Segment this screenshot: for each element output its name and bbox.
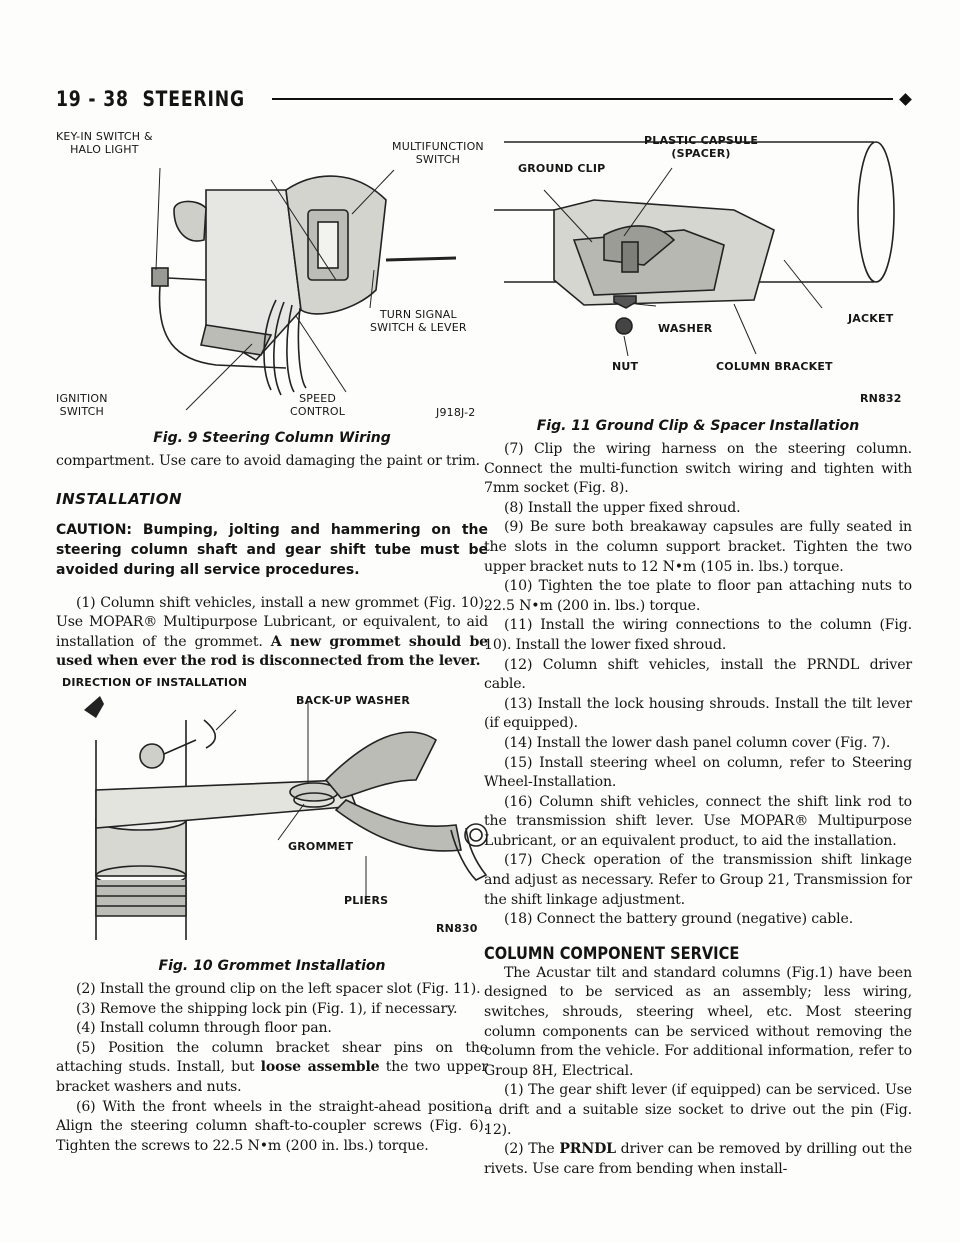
label-ground-clip: GROUND CLIP (518, 162, 606, 175)
figure-9-caption: Fig. 9 Steering Column Wiring (153, 430, 391, 446)
figure-11 (484, 130, 912, 410)
heading-column-component-service: COLUMN COMPONENT SERVICE (484, 943, 740, 964)
figure-11-caption: Fig. 11 Ground Clip & Spacer Installation (536, 418, 860, 434)
paragraph: The Acustar tilt and standard columns (Fig.1) have been designed to be serviced as an assembly; less wiring, switches, shrouds, steering wheel, etc. Most steering column components can be serviced without removing the column from the vehicle. For additional information, refer to Group 8H, Electrical. (484, 964, 912, 1079)
step-17: (17) Check operation of the transmission shift linkage and adjust as necessary. Refer to Group 21, Transmission for the shift linkage adjustment. (484, 852, 912, 908)
step-4: (4) Install column through floor pan. (76, 1020, 332, 1037)
steering-column-wiring-drawing (56, 130, 488, 422)
label-plastic-capsule: PLASTIC CAPSULE (SPACER) (644, 134, 759, 160)
step-2: (2) Install the ground clip on the left spacer slot (Fig. 11). (76, 980, 481, 997)
step-1: (1) Column shift vehicles, install a new grommet (Fig. 10). Use MOPAR® Multipurpose Lubricant, or equivalent, to aid installation of the grommet. A new grommet should be used when ever the rod is disconnected from the lever. (56, 594, 488, 670)
figure-10 (56, 675, 488, 950)
step-12: (12) Column shift vehicles, install the PRNDL driver cable. (484, 656, 912, 693)
label-pliers: PLIERS (344, 893, 389, 907)
label-multifunction-switch: MULTIFUNCTION SWITCH (392, 140, 484, 166)
right-column (484, 130, 912, 1179)
step-16: (16) Column shift vehicles, connect the shift link rod to the transmission shift lever. Use MOPAR® Multipurpose Lubricant, or an equivalent product, to aid the installation. (484, 793, 912, 849)
label-ignition-switch: IGNITION SWITCH (56, 392, 108, 418)
step-8: (8) Install the upper fixed shroud. (504, 499, 741, 516)
figure-9 (56, 130, 488, 422)
grommet-installation-drawing (56, 680, 488, 950)
step-11: (11) Install the wiring connections to the column (Fig. 10). Install the lower fixed shroud. (484, 617, 912, 653)
step-5: (5) Position the column bracket shear pins on the attaching studs. Install, but loose assemble the two upper bracket washers and nuts. (56, 1039, 488, 1095)
label-backup-washer: BACK-UP WASHER (296, 693, 410, 707)
figure-ref: RN830 (436, 921, 478, 935)
label-keyin-switch: KEY-IN SWITCH & HALO LIGHT (56, 130, 153, 156)
step-14: (14) Install the lower dash panel column cover (Fig. 7). (504, 734, 891, 751)
ccs-step-1: (1) The gear shift lever (if equipped) can be serviced. Use a drift and a suitable size socket to drive out the pin (Fig. 12). (484, 1082, 912, 1138)
step-18: (18) Connect the battery ground (negative) cable. (504, 911, 854, 928)
diamond-icon (899, 93, 912, 106)
figure-ref: J918J-2 (436, 406, 476, 419)
caution-note: CAUTION: Bumping, jolting and hammering on the steering column shaft and gear shift tube must be avoided during all service procedures. (56, 521, 488, 578)
label-speed-control: SPEED CONTROL (290, 392, 346, 418)
label-washer: WASHER (658, 322, 713, 335)
heading-installation: INSTALLATION (56, 489, 183, 508)
step-6: (6) With the front wheels in the straight-ahead position. Align the steering column shaft-to-coupler screws (Fig. 6). Tighten the screws to 22.5 N•m (200 in. lbs.) torque. (56, 1098, 488, 1154)
label-direction-installation: DIRECTION OF INSTALLATION (62, 675, 248, 689)
label-column-bracket: COLUMN BRACKET (716, 360, 833, 373)
figure-ref: RN832 (860, 392, 902, 405)
ccs-step-2: (2) The PRNDL driver can be removed by drilling out the rivets. Use care from bending when install- (484, 1141, 913, 1177)
step-10: (10) Tighten the toe plate to floor pan attaching nuts to 22.5 N•m (200 in. lbs.) torque. (484, 578, 912, 614)
label-grommet: GROMMET (288, 839, 354, 853)
page-header (56, 84, 910, 114)
label-jacket: JACKET (848, 312, 894, 325)
label-turn-signal: TURN SIGNAL SWITCH & LEVER (370, 308, 467, 334)
step-3: (3) Remove the shipping lock pin (Fig. 1), if necessary. (76, 1000, 458, 1017)
page-number-section: 19 - 38 STEERING (56, 87, 245, 111)
step-9: (9) Be sure both breakaway capsules are fully seated in the slots in the column support bracket. Tighten the two upper bracket nuts to 12 N•m (105 in. lbs.) torque. (484, 519, 912, 575)
step-15: (15) Install steering wheel on column, refer to Steering Wheel-Installation. (484, 754, 912, 791)
left-column (56, 130, 488, 1156)
label-nut: NUT (612, 360, 639, 373)
header-rule (272, 98, 893, 100)
step-7: (7) Clip the wiring harness on the steering column. Connect the multi-function switch wiring and tighten with 7mm socket (Fig. 8). (484, 441, 912, 497)
paragraph: compartment. Use care to avoid damaging the paint or trim. (56, 453, 481, 469)
step-13: (13) Install the lock housing shrouds. Install the tilt lever (if equipped). (484, 695, 912, 732)
figure-10-caption: Fig. 10 Grommet Installation (158, 957, 386, 974)
